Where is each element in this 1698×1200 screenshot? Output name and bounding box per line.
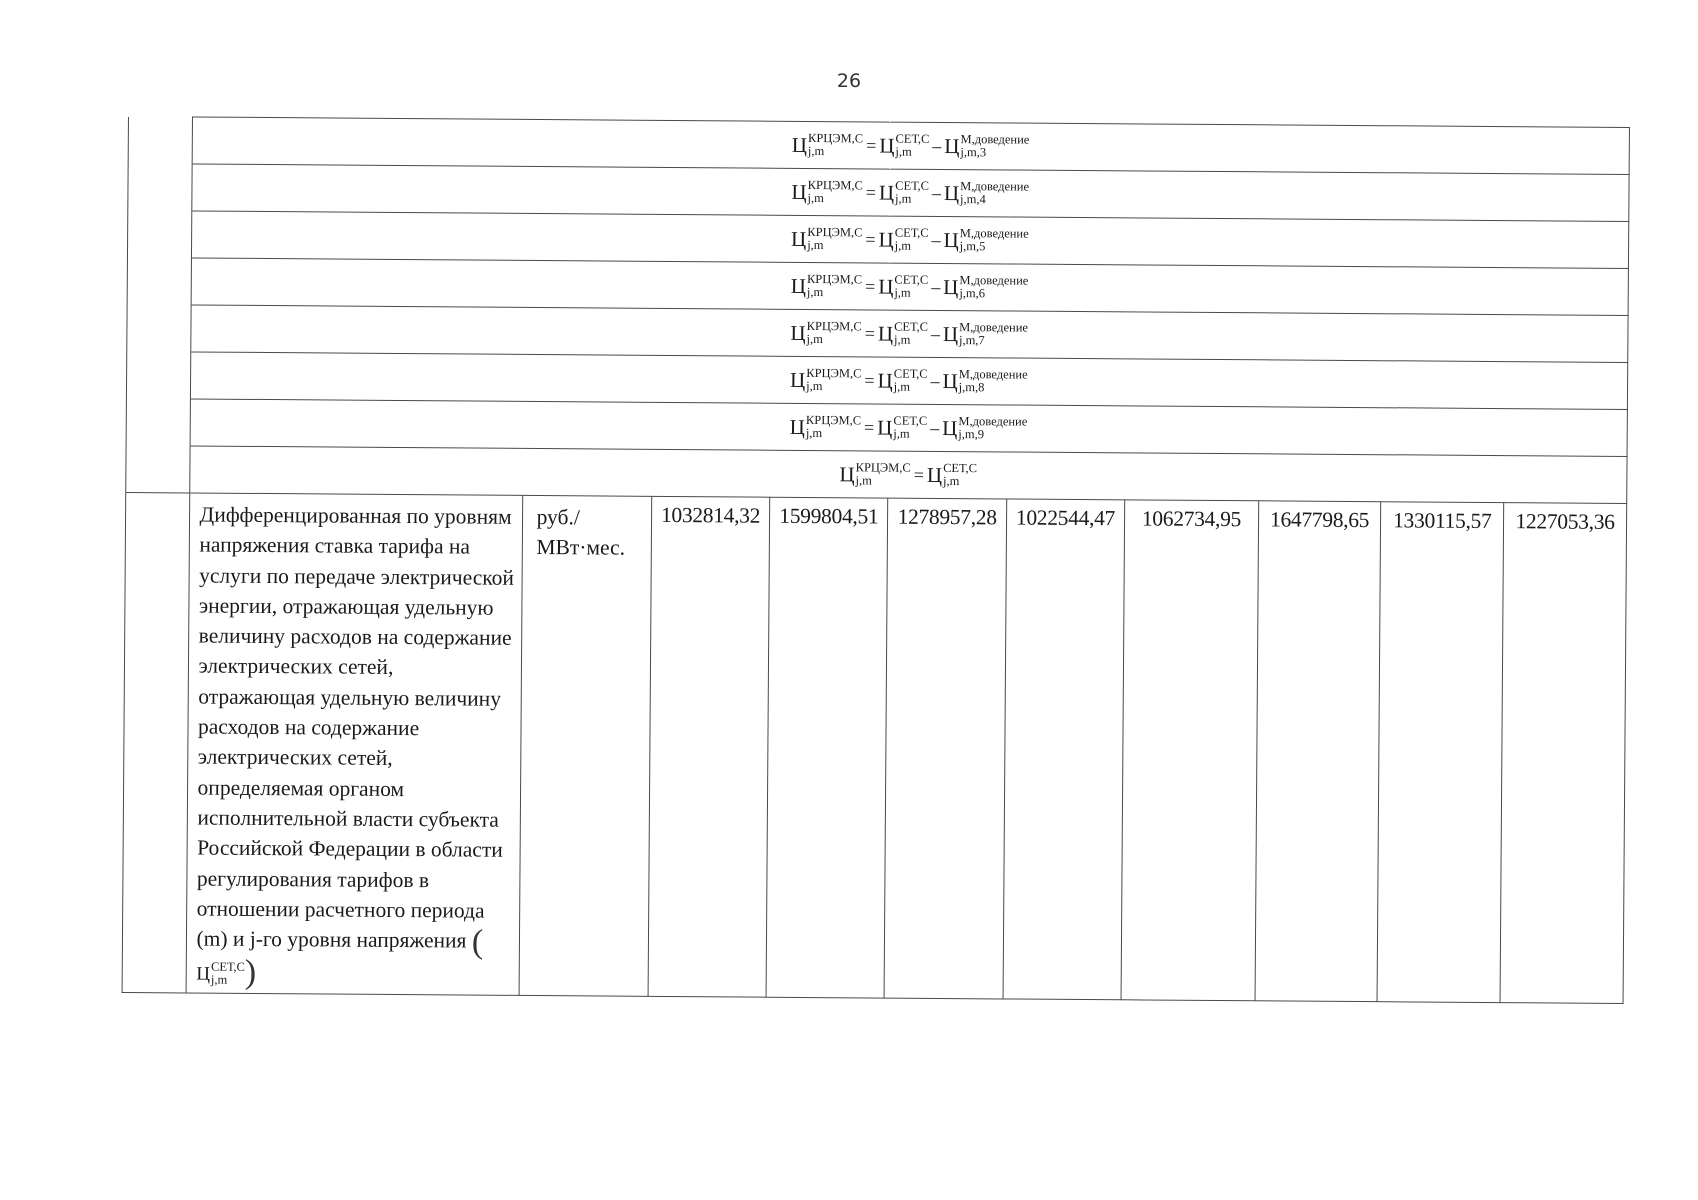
value-cell-3: 1278957,28 — [885, 498, 1007, 998]
lhs-subscript: j,m — [805, 425, 823, 441]
margin-cell — [127, 304, 191, 351]
rhs1-superscript: СЕТ,С — [893, 366, 928, 381]
description-subscript: j,m — [210, 972, 228, 987]
minus-sign: – — [931, 229, 941, 250]
formula — [790, 367, 1028, 395]
page-number: 26 — [836, 70, 862, 92]
minus-sign: – — [930, 323, 940, 344]
lhs-superscript: КРЦЭМ,С — [855, 460, 911, 475]
value-cell-6: 1647798,65 — [1255, 501, 1381, 1001]
rhs1-symbol: Ц — [878, 274, 894, 299]
rhs2-superscript: М,доведение — [958, 414, 1028, 429]
equals-sign: = — [863, 417, 875, 438]
description-text: Дифференцированная по уровням напряжения ставка тарифа на услуги по передаче электрической энергии, отражающая удельную величину расходов на содержание электрических сетей, отражающая удельную величину расходов на содержание электрических сетей, определяемая органом исполнительной власти субъекта Российской Федерации в области регулирования тарифов в отношении расчетного периода (m) и j-го уровня напряжения — [196, 502, 514, 953]
value-cell-4: 1022544,47 — [1003, 499, 1125, 999]
rhs2-superscript: М,доведение — [958, 367, 1028, 382]
rhs2-symbol: Ц — [944, 133, 960, 158]
rhs1-subscript: j,m — [893, 332, 911, 347]
minus-sign: – — [931, 182, 941, 203]
rhs1-symbol: Ц — [878, 180, 895, 205]
rhs2-superscript: М,доведение — [959, 226, 1029, 241]
formula — [790, 414, 1028, 442]
lhs-subscript: j,m — [807, 143, 825, 159]
equals-sign: = — [866, 135, 877, 156]
minus-sign: – — [930, 370, 940, 391]
lhs-symbol: Ц — [790, 320, 806, 345]
rhs-subscript: j,m — [942, 473, 960, 489]
lhs-symbol: Ц — [790, 273, 807, 298]
rhs2-superscript: М,доведение — [959, 320, 1029, 335]
rhs1-superscript: СЕТ,С — [894, 225, 929, 240]
rhs2-superscript: М,доведение — [960, 132, 1030, 147]
rhs1-symbol: Ц — [879, 133, 895, 158]
formula — [791, 273, 1029, 301]
lhs-symbol: Ц — [791, 179, 807, 204]
rhs1-subscript: j,m — [895, 144, 912, 159]
lhs-subscript: j,m — [806, 378, 823, 394]
final-formula — [839, 461, 977, 488]
value-cell-5: 1062734,95 — [1121, 500, 1258, 1001]
lhs-subscript: j,m — [855, 473, 872, 488]
lhs-symbol: Ц — [789, 414, 805, 439]
rhs2-subscript: j,m,4 — [960, 192, 986, 207]
rhs2-symbol: Ц — [943, 227, 959, 252]
value-cell-1: 1032814,32 — [648, 496, 770, 996]
margin-cell — [122, 492, 189, 992]
rhs1-superscript: СЕТ,С — [894, 319, 928, 334]
lhs-superscript: КРЦЭМ,С — [807, 130, 864, 146]
equals-sign: = — [865, 182, 877, 203]
formula — [791, 226, 1029, 254]
paren-close: ) — [244, 954, 257, 992]
equals-sign: = — [865, 229, 876, 250]
paren-open: ( — [471, 923, 484, 961]
unit-cell — [519, 495, 652, 995]
lhs-subscript: j,m — [806, 284, 824, 300]
lhs-symbol: Ц — [839, 461, 855, 486]
rhs1-superscript: СЕТ,С — [895, 131, 930, 146]
unit-line-1: руб./ — [536, 505, 580, 530]
rhs2-symbol: Ц — [943, 180, 960, 205]
rhs1-symbol: Ц — [877, 415, 893, 440]
lhs-subscript: j,m — [807, 190, 824, 206]
rhs1-subscript: j,m — [894, 285, 911, 300]
formula — [790, 320, 1028, 348]
lhs-subscript: j,m — [806, 331, 823, 347]
lhs-superscript: КРЦЭМ,С — [806, 318, 862, 334]
rhs1-symbol: Ц — [877, 321, 894, 346]
minus-sign: – — [931, 276, 941, 297]
rhs2-subscript: j,m,9 — [958, 427, 985, 442]
formula — [792, 132, 1030, 160]
formula — [791, 179, 1029, 207]
rhs1-symbol: Ц — [878, 227, 894, 252]
rhs1-subscript: j,m — [893, 426, 910, 441]
margin-cell — [126, 398, 190, 445]
rhs2-subscript: j,m,5 — [959, 239, 986, 254]
value-cell-8: 1227053,36 — [1500, 503, 1627, 1003]
rhs2-symbol: Ц — [943, 274, 959, 299]
data-row — [122, 492, 1627, 1003]
rhs1-subscript: j,m — [894, 238, 912, 253]
lhs-subscript: j,m — [807, 237, 824, 253]
rhs2-subscript: j,m,3 — [960, 145, 987, 160]
rhs2-superscript: М,доведение — [960, 179, 1030, 194]
lhs-superscript: КРЦЭМ,С — [807, 177, 863, 193]
description-superscript: СЕТ,С — [210, 959, 245, 974]
minus-sign: – — [930, 417, 940, 438]
description-symbol: Ц — [196, 963, 211, 985]
minus-sign: – — [932, 135, 942, 156]
rhs1-superscript: СЕТ,С — [895, 178, 930, 193]
margin-cell — [128, 117, 192, 164]
rhs-superscript: СЕТ,С — [943, 460, 977, 476]
rhs1-subscript: j,m — [893, 379, 911, 394]
equals-sign: = — [913, 464, 924, 485]
rhs-symbol: Ц — [926, 462, 943, 487]
rhs2-subscript: j,m,6 — [959, 286, 986, 301]
equals-sign: = — [864, 323, 875, 344]
rhs2-symbol: Ц — [942, 368, 958, 393]
rhs1-symbol: Ц — [877, 368, 893, 393]
lhs-symbol: Ц — [789, 367, 806, 392]
rhs2-symbol: Ц — [942, 321, 959, 346]
lhs-superscript: КРЦЭМ,С — [806, 365, 862, 381]
lhs-symbol: Ц — [791, 226, 807, 251]
description-cell — [186, 493, 523, 995]
margin-cell — [127, 211, 191, 258]
rhs1-subscript: j,m — [895, 191, 912, 206]
rhs2-superscript: М,доведение — [959, 273, 1029, 288]
rhs2-subscript: j,m,7 — [958, 333, 985, 348]
rhs1-superscript: СЕТ,С — [894, 272, 929, 287]
value-cell-2: 1599804,51 — [766, 497, 888, 997]
lhs-superscript: КРЦЭМ,С — [806, 271, 863, 287]
tariff-table — [122, 116, 1630, 1004]
margin-cell — [126, 351, 190, 398]
margin-cell — [126, 445, 190, 492]
equals-sign: = — [864, 370, 875, 391]
lhs-superscript: КРЦЭМ,С — [805, 412, 862, 428]
margin-cell — [127, 257, 191, 304]
lhs-symbol: Ц — [791, 132, 808, 157]
equals-sign: = — [865, 276, 876, 297]
value-cell-7: 1330115,57 — [1377, 502, 1503, 1002]
margin-cell — [128, 164, 192, 211]
unit-line-2: МВт·мес. — [536, 535, 626, 560]
rhs1-superscript: СЕТ,С — [893, 413, 928, 428]
rhs2-symbol: Ц — [942, 415, 958, 440]
lhs-superscript: КРЦЭМ,С — [807, 224, 863, 240]
rhs2-subscript: j,m,8 — [958, 380, 985, 395]
description-formula — [196, 961, 245, 987]
